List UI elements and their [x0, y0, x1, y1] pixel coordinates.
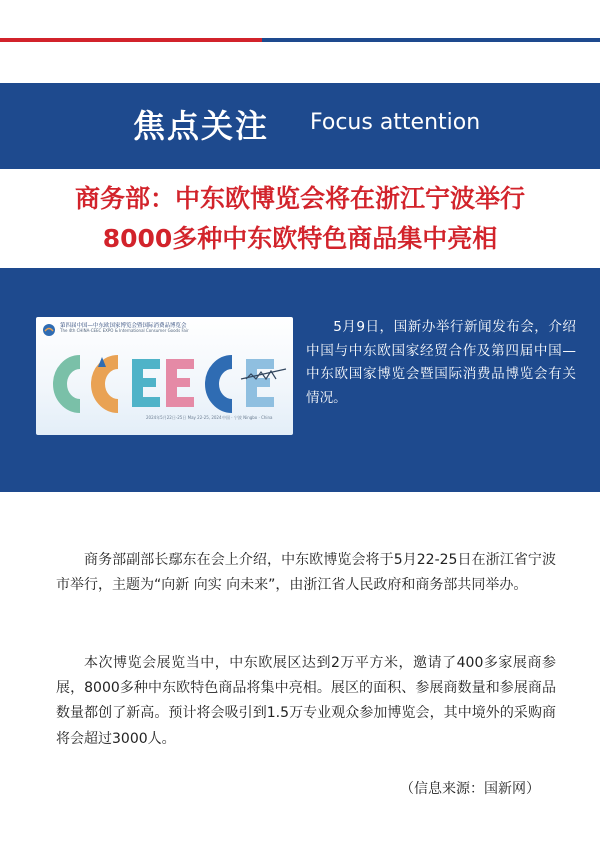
- expo-poster-image: [36, 317, 293, 435]
- poster-dates: 2024年5月22日-25日 May 22-25, 2024: [146, 415, 222, 420]
- section-title-en: Focus attention: [310, 110, 481, 135]
- poster-title: 第四届中国—中东欧国家博览会暨国际消费品博览会: [60, 323, 187, 329]
- poster-city: 中国 · 宁波 Ningbo · China: [222, 415, 273, 420]
- headline-line-1: 商务部：中东欧博览会将在浙江宁波举行: [74, 184, 525, 213]
- top-stripe-blue: [262, 38, 600, 42]
- body-paragraph-1: 商务部副部长鄢东在会上介绍，中东欧博览会将于5月22-25日在浙江省宁波市举行，主题为“向新 向实 向未来”，由浙江省人民政府和商务部共同举办。: [56, 552, 556, 594]
- headline-line-2: 8000多种中东欧特色商品集中亮相: [102, 224, 498, 253]
- section-header-band: [0, 83, 600, 169]
- source-note: （信息来源：国新网）: [400, 781, 540, 797]
- section-title-cn: 焦点关注: [133, 107, 270, 145]
- top-stripe-red: [0, 38, 262, 42]
- poster-subtitle: The 4th CHINA-CEEC EXPO & International Consumer Goods Fair: [60, 328, 189, 333]
- body-paragraph-2: 本次博览会展览当中，中东欧展区达到2万平方米，邀请了400多家展商参展，8000多种中东欧特色商品将集中亮相。展区的面积、参展商数量和参展商品数量都创了新高。预计将会吸引到1.5万专业观众参加博览会，其中境外的采购商将会超过3000人。: [56, 655, 556, 747]
- intro-paragraph: 5月9日，国新办举行新闻发布会，介绍中国与中东欧国家经贸合作及第四届中国—中东欧国家博览会暨国际消费品博览会有关情况。: [306, 319, 576, 406]
